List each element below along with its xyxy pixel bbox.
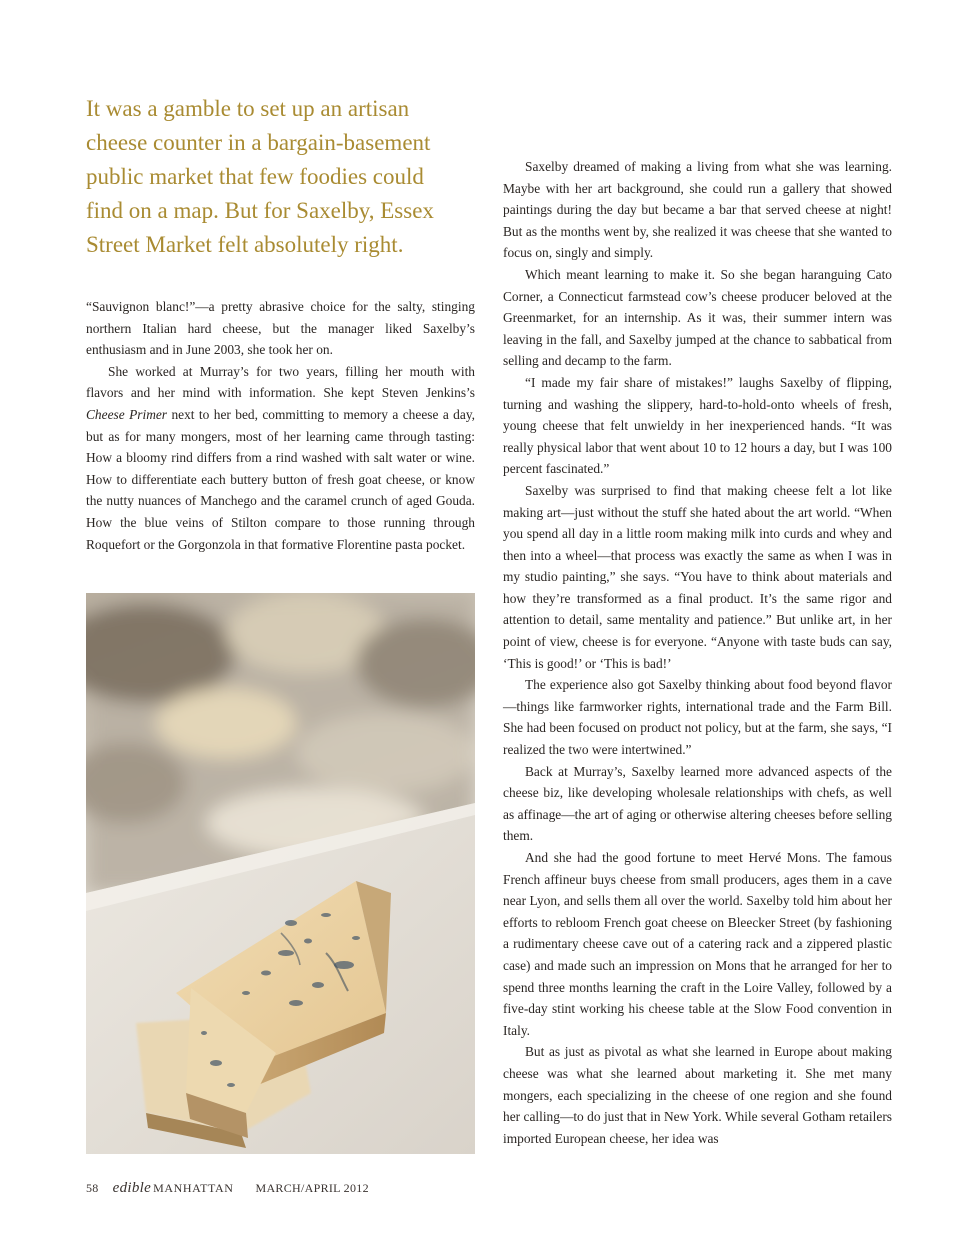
- magazine-brand-italic: edible: [112, 1180, 152, 1196]
- right-column: [503, 156, 892, 1149]
- page-number: 58: [86, 1181, 99, 1195]
- paragraph: “Sauvignon blanc!”—a pretty abrasive choice for the salty, stinging northern Italian hard cheese, but the manager liked Saxelby’s enthusiasm and in June 2003, she took her on.: [86, 299, 475, 358]
- issue-date: MARCH/APRIL 2012: [255, 1181, 369, 1195]
- paragraph: And she had the good fortune to meet Hervé Mons. The famous French affineur buys cheese from small producers, ages them in a cave near Lyon, and sells them all over the world. Saxelby told him about her efforts to rebloom French goat cheese on Bleecker Street (by fashioning a rudimentary cheese cave out of a catering rack and a zippered plastic case) and made such an impression on Mons that he arranged for her to spend three months learning the craft in the Loire Valley, followed by a five-day stint working his cheese table at the Slow Food convention in Italy.: [503, 850, 892, 1038]
- paragraph-text: next to her bed, committing to memory a cheese a day, but as for many mongers, most of her learning came through tasting: How a bloomy rind differs from a rind washed with salt water or wine. How to differentiate each buttery button of fresh goat cheese, or know the nutty nuances of Manchego and the caramel crunch of aged Gouda. How the blue veins of Stilton compare to those running through Roquefort or the Gorgonzola in that formative Florentine pasta pocket.: [86, 406, 475, 552]
- paragraph: Saxelby was surprised to find that making cheese felt a lot like making art—just without the stuff she hated about the art world. “When you spend all day in a little room making milk into curds and whey and then into a wheel—that process was exactly the same as when I was in my studio painting,” she says. “You have to think about materials and how they’re transformed as a final product. It’s the same rigor and attention to detail, same mentality and patience.” But unlike art, in her point of view, cheese is for everyone. “Anyone with taste buds can say, ‘This is good!’ or ‘This is bad!’: [503, 482, 892, 671]
- paragraph-text: She worked at Murray’s for two years, filling her mouth with flavors and her mind with information. She kept Steven Jenkins’s: [86, 363, 475, 401]
- left-column: [86, 296, 475, 555]
- paragraph: Saxelby dreamed of making a living from what she was learning. Maybe with her art background, she could run a gallery that showed paintings during the day but became a bar that served cheese at night! But as the months went by, she realized it was cheese that she wanted to focus on, singly and simply.: [503, 159, 892, 261]
- paragraph: “I made my fair share of mistakes!” laughs Saxelby of flipping, turning and washing the slippery, hard-to-hold-onto wheels of fresh, young cheese that felt unwieldy in her inexperienced hands. “It was really physical labor that went about 10 to 12 hours a day, but I was 100 percent fascinated.”: [503, 374, 892, 477]
- paragraph: The experience also got Saxelby thinking about food beyond flavor—things like farmworker rights, international trade and the Farm Bill. She had been focused on product not policy, but at the farm, she says, “I realized the two were intertwined.”: [503, 677, 892, 758]
- paragraph: Back at Murray’s, Saxelby learned more advanced aspects of the cheese biz, like developing wholesale relationships with chefs, as well as affinage—the art of aging or otherwise altering cheeses before selling them.: [503, 763, 892, 844]
- blue-cheese-wedge-image: [86, 593, 475, 1154]
- page-footer: [86, 1180, 369, 1197]
- pull-quote-text: It was a gamble to set up an artisan cheese counter in a bargain-basement public market that few foodies could find on a map. But for Saxelby, Essex Street Market felt absolutely right.: [86, 96, 434, 257]
- cheese-photo: [86, 593, 475, 1154]
- pull-quote: [86, 92, 466, 262]
- book-title: Cheese Primer: [86, 406, 168, 422]
- paragraph: But as just as pivotal as what she learned in Europe about making cheese was what she learned about marketing it. She met many mongers, each specializing in the cheese of one region and she found her calling—to do just that in New York. While several Gotham retailers imported European cheese, her idea was: [503, 1044, 892, 1146]
- paragraph: [86, 361, 475, 555]
- magazine-brand-city: MANHATTAN: [153, 1181, 234, 1195]
- paragraph: Which meant learning to make it. So she began haranguing Cato Corner, a Connecticut farmstead cow’s cheese producer beloved at the Greenmarket, for an internship. As it was, their summer intern was leaving in the fall, and Saxelby jumped at the chance to sabbatical from selling and decamp to the farm.: [503, 266, 892, 369]
